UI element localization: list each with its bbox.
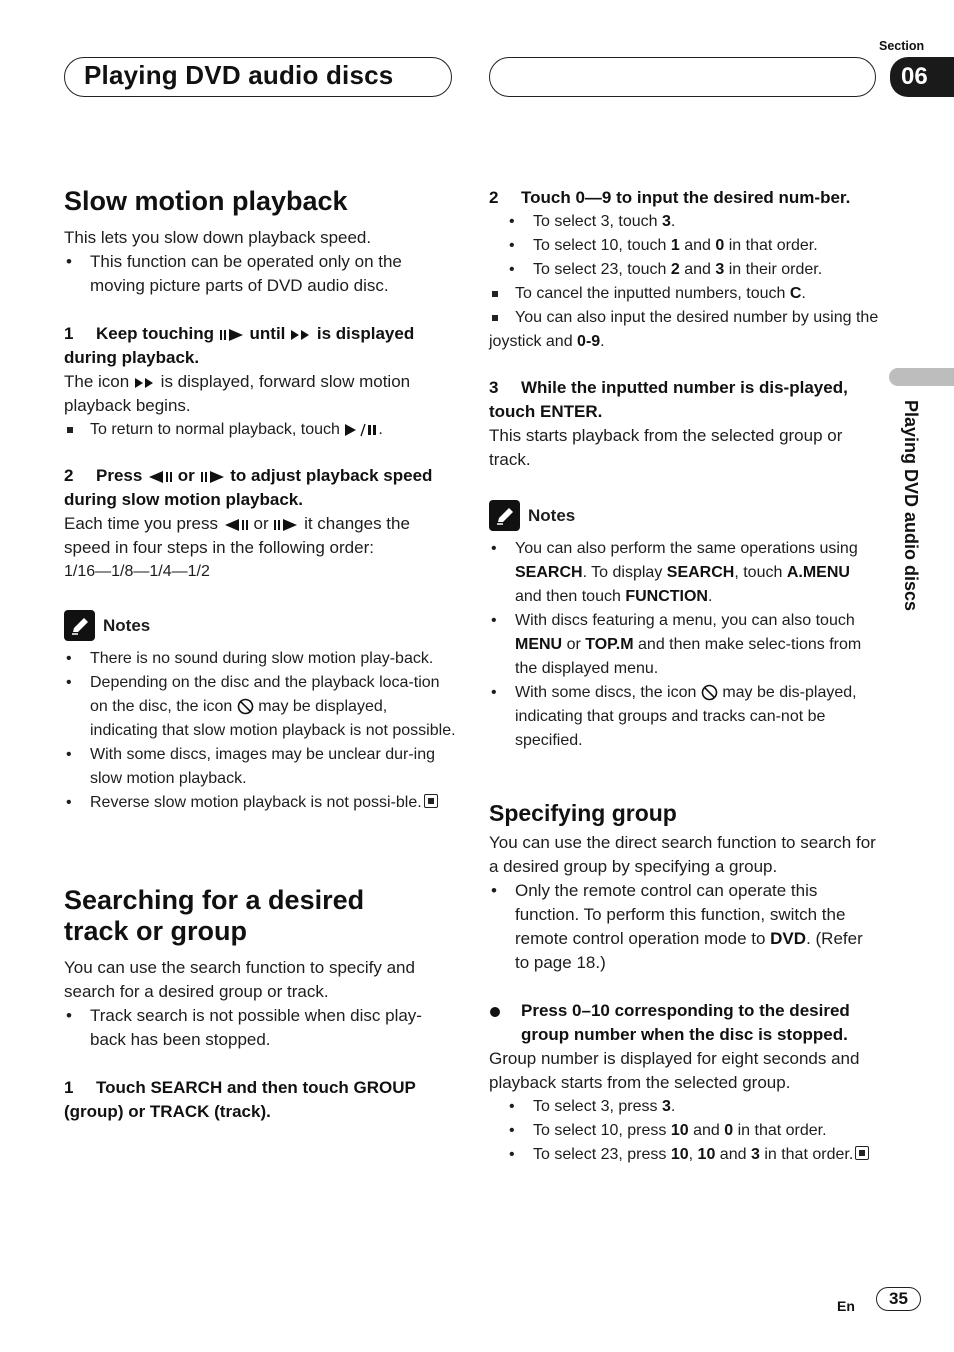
search-step-2 (489, 186, 881, 210)
text: You can also perform the same operations using (515, 540, 858, 557)
text: may be dis-played, indicating that groups and tracks can-not be specified. (515, 684, 857, 749)
slow-forward-icon (219, 328, 245, 342)
section-label: Section (879, 39, 925, 53)
slow-motion-bullet: • This function can be operated only on the moving picture parts of DVD audio disc. (64, 250, 456, 298)
body-text: is displayed, forward slow motion playback begins. (64, 372, 411, 415)
step-text: Press (96, 466, 143, 485)
note-item (64, 791, 456, 815)
note-item: • You can also perform the same operations using SEARCH. To display SEARCH, touch A.MENU and then touch FUNCTION. (489, 537, 881, 609)
list-item (489, 258, 881, 282)
prohibited-icon (701, 684, 718, 701)
body-text: it changes the speed in four steps in the following order: (64, 514, 410, 557)
slow-forward-icon (273, 518, 299, 532)
text: To select 10, press (533, 1122, 667, 1139)
key: 3 (661, 1098, 671, 1115)
press-step-body: Group number is displayed for eight seconds and playback starts from the selected group. (489, 1049, 860, 1092)
slow-forward-icon (200, 470, 226, 484)
key: TOP.M (585, 636, 634, 653)
key: 10 (670, 1146, 689, 1163)
text: and then make selec-tions from the displayed menu. (515, 636, 862, 677)
side-tab-marker (889, 368, 954, 386)
step-text: until (249, 324, 286, 343)
step-number: 2 (489, 188, 499, 207)
text: in that order. (764, 1146, 854, 1163)
text: and (684, 261, 711, 278)
text: Only the remote control can operate this function. To perform this function, switch the remote control operation mode to (515, 881, 846, 948)
step-text: Touch 0—9 to input the desired num-ber. (521, 188, 851, 207)
end-mark-icon (855, 1146, 869, 1160)
key: C (789, 285, 802, 302)
note-text: Depending on the disc and the playback loca-tion on the disc, the icon (90, 674, 440, 715)
key: SEARCH (515, 564, 583, 581)
key: 1 (670, 237, 680, 254)
key: 3 (750, 1146, 760, 1163)
step-text: Keep touching (96, 324, 215, 343)
key: FUNCTION (625, 588, 708, 605)
play-pause-icon (344, 423, 378, 437)
slow-step-2 (64, 464, 456, 512)
heading-line: track or group (64, 916, 248, 946)
slow-motion-icon (290, 329, 312, 341)
cancel-note: To cancel the inputted numbers, touch C. (489, 282, 881, 306)
end-mark-icon (424, 794, 438, 808)
prohibited-icon (237, 698, 254, 715)
note-item: • There is no sound during slow motion play-back. (64, 647, 456, 671)
header-title: Playing DVD audio discs (84, 60, 394, 90)
text: To cancel the inputted numbers, touch (515, 285, 786, 302)
slow-step-1-sub: To return to normal playback, touch . (64, 418, 456, 442)
note-item (64, 671, 456, 743)
text: and (693, 1122, 720, 1139)
slow-step-1 (64, 322, 456, 370)
key: 0-9 (577, 333, 601, 350)
text: in their order. (728, 261, 823, 278)
press-step: Press 0–10 corresponding to the desired group number when the disc is stopped. (489, 999, 881, 1047)
step-number: 3 (489, 378, 499, 397)
text: You can also input the desired number by using the joystick and (489, 309, 879, 350)
text: To select 23, press (533, 1146, 667, 1163)
step-number: 1 (64, 1078, 74, 1097)
pencil-icon (64, 610, 95, 641)
text: , touch (734, 564, 783, 581)
text: To select 23, touch (533, 261, 667, 278)
step-text: Touch SEARCH and then touch GROUP (group) or TRACK (track). (64, 1078, 416, 1121)
text: With some discs, the icon (515, 684, 697, 701)
text: and (684, 237, 711, 254)
step-text: to adjust playback speed during slow motion playback. (64, 466, 433, 509)
text: To select 3, touch (533, 213, 658, 230)
search-bullet: • Track search is not possible when disc play-back has been stopped. (64, 1004, 456, 1052)
slow-reverse-icon (147, 470, 173, 484)
key: MENU (515, 636, 563, 653)
key: 0 (724, 1122, 734, 1139)
step-number: 2 (64, 466, 74, 485)
text: With discs featuring a menu, you can also touch (515, 612, 855, 629)
slow-step-1-body (64, 370, 456, 418)
note-item (489, 681, 881, 753)
text: in that order. (728, 237, 818, 254)
specifying-bullet: • Only the remote control can operate this function. To perform this function, switch the remote control operation mode to DVD. (Refer to page 18.) (489, 879, 881, 975)
specifying-group-heading: Specifying group (489, 800, 677, 826)
body-text: Each time you press (64, 514, 219, 533)
text: in that order. (737, 1122, 827, 1139)
text: or (566, 636, 581, 653)
search-step-1 (64, 1076, 456, 1124)
left-column (64, 186, 456, 1124)
key: 3 (661, 213, 671, 230)
slow-reverse-icon (223, 518, 249, 532)
speed-order: 1/16—1/8—1/4—1/2 (64, 563, 210, 580)
step-text: or (177, 466, 195, 485)
step-number: 1 (64, 324, 74, 343)
key: 2 (670, 261, 680, 278)
note-item: • With some discs, images may be unclear dur-ing slow motion playback. (64, 743, 456, 791)
text: and then touch (515, 588, 621, 605)
key: 3 (715, 261, 725, 278)
page-number: 35 (876, 1287, 921, 1311)
key: 0 (715, 237, 725, 254)
step-text: While the inputted number is dis-played, touch ENTER. (489, 378, 848, 421)
joystick-note: You can also input the desired number by using the joystick and 0-9. (489, 306, 881, 354)
note-text: Reverse slow motion playback is not possi-ble. (90, 794, 422, 811)
key: 10 (697, 1146, 716, 1163)
list-item: • To select 3, touch 3. (489, 210, 881, 234)
list-item: • To select 3, press 3. (489, 1095, 881, 1119)
text: . To display (582, 564, 663, 581)
key: DVD (770, 929, 807, 948)
slow-motion-intro: This lets you slow down playback speed. (64, 228, 372, 247)
notes-label: Notes (528, 505, 576, 525)
slow-step-2-body (64, 512, 456, 560)
right-column (489, 186, 881, 1167)
note-text: may be displayed, indicating that slow motion playback is not possible. (90, 698, 456, 739)
notes-header-right (489, 500, 881, 531)
text: and (719, 1146, 747, 1163)
search-step-3-body: This starts playback from the selected group or track. (489, 426, 843, 469)
notes-header-left (64, 610, 456, 641)
body-text: To return to normal playback, touch (90, 421, 340, 438)
pencil-icon (489, 500, 520, 531)
side-chapter-label: Playing DVD audio discs (901, 400, 921, 612)
section-number-badge: 06 (890, 57, 954, 97)
heading-line: Searching for a desired (64, 885, 365, 915)
list-item (489, 1119, 881, 1143)
key: A.MENU (786, 564, 850, 581)
slow-motion-heading: Slow motion playback (64, 186, 348, 216)
search-heading (64, 885, 456, 947)
search-intro: You can use the search function to specify and search for a desired group or track. (64, 958, 415, 1001)
search-step-3 (489, 376, 881, 424)
body-text: The icon (64, 372, 130, 391)
key: 10 (670, 1122, 689, 1139)
list-item: • To select 23, press 10, 10 and 3 in that order. (489, 1143, 881, 1167)
key: SEARCH (666, 564, 735, 581)
specifying-intro: You can use the direct search function to search for a desired group by specifying a group. (489, 833, 876, 876)
list-item (489, 234, 881, 258)
notes-label: Notes (103, 615, 151, 635)
text: To select 3, press (533, 1098, 658, 1115)
header-empty-box (489, 57, 876, 97)
text: (Refer to page 18.) (515, 929, 863, 972)
step-text: is displayed during playback. (64, 324, 415, 367)
footer-language: En (837, 1298, 855, 1314)
slow-motion-icon (134, 377, 156, 389)
body-text: or (253, 514, 269, 533)
note-item (489, 609, 881, 681)
text: To select 10, touch (533, 237, 667, 254)
